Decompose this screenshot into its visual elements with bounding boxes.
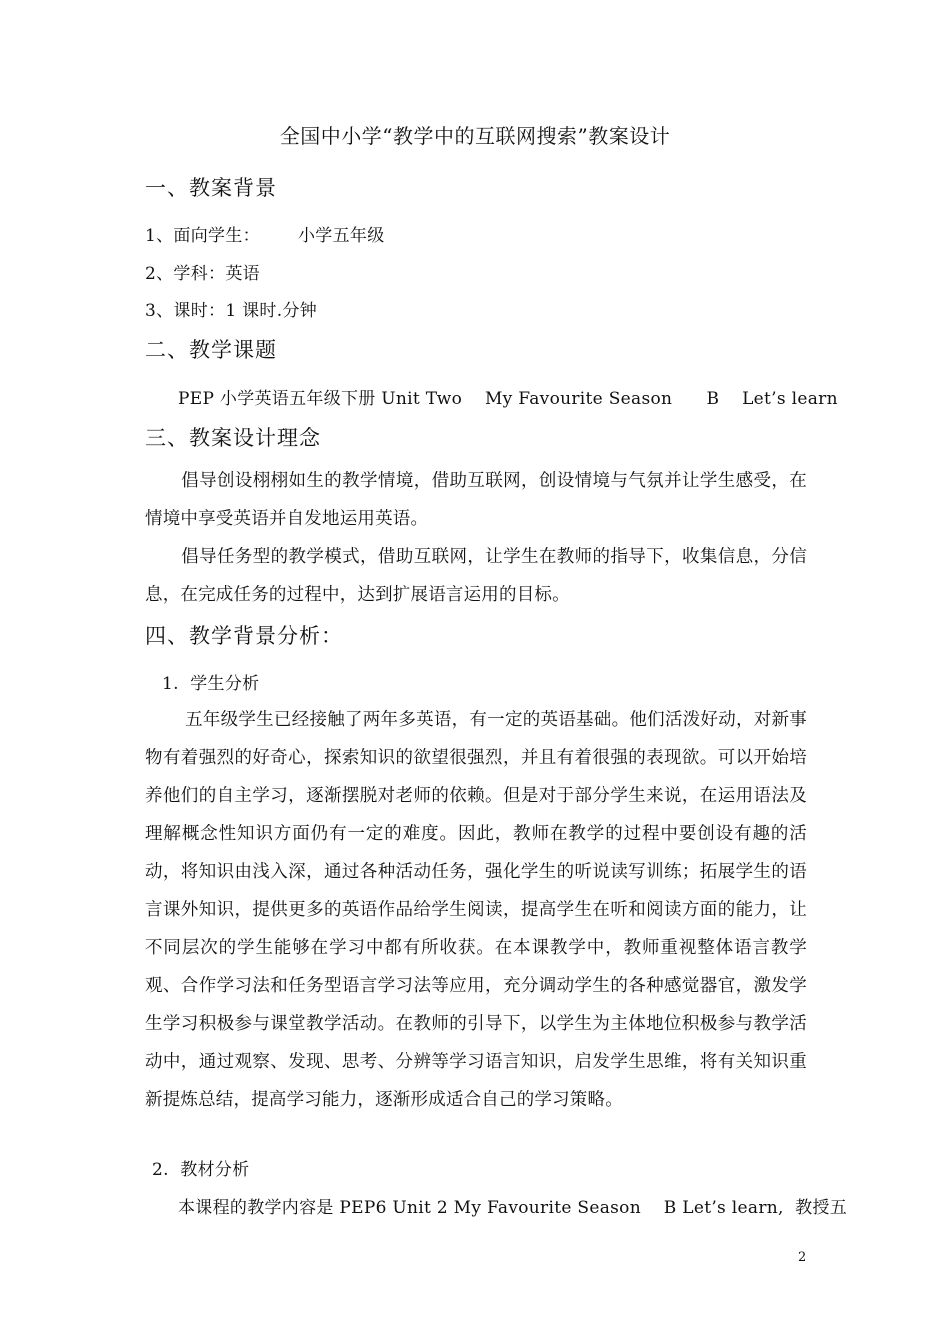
section-heading-background-analysis: 四、教学背景分析： xyxy=(145,624,343,648)
subsection-heading-material-analysis: 2. 教材分析 xyxy=(152,1160,250,1180)
material-analysis-paragraph: 本课程的教学内容是 PEP6 Unit 2 My Favourite Season B Let’s learn, 教授五 xyxy=(178,1198,848,1218)
lesson-topic: PEP 小学英语五年级下册 Unit Two My Favourite Season B Let’s learn xyxy=(178,389,838,409)
design-concept-paragraph-2-text: 倡导任务型的教学模式，借助互联网，让学生在教师的指导下，收集信息，分信息，在完成任务的过程中，达到扩展语言运用的目标。 xyxy=(145,547,807,605)
page-number: 2 xyxy=(798,1250,807,1265)
design-concept-paragraph-1-text: 倡导创设栩栩如生的教学情境，借助互联网，创设情境与气氛并让学生感受，在情境中享受英语并自发地运用英语。 xyxy=(145,471,807,529)
subject-line: 2、学科：英语 xyxy=(145,264,260,284)
target-students-label: 1、面向学生： xyxy=(145,226,260,246)
design-concept-paragraph-2 xyxy=(145,538,807,614)
subsection-heading-student-analysis: 1. 学生分析 xyxy=(162,674,260,694)
section-heading-topic: 二、教学课题 xyxy=(145,338,277,362)
document-title: 全国中小学“教学中的互联网搜索”教案设计 xyxy=(279,124,671,148)
section-heading-design-concept: 三、教案设计理念 xyxy=(145,426,321,450)
design-concept-paragraph-1 xyxy=(145,462,807,538)
student-analysis-paragraph xyxy=(145,701,807,1119)
student-analysis-paragraph-text: 五年级学生已经接触了两年多英语，有一定的英语基础。他们活泼好动，对新事物有着强烈的好奇心，探索知识的欲望很强烈，并且有着很强的表现欲。可以开始培养他们的自主学习，逐渐摆脱对老师的依赖。但是对于部分学生来说，在运用语法及理解概念性知识方面仍有一定的难度。因此，教师在教学的过程中要创设有趣的活动，将知识由浅入深，通过各种活动任务，强化学生的听说读写训练；拓展学生的语言课外知识，提供更多的英语作品给学生阅读，提高学生在听和阅读方面的能力，让不同层次的学生能够在学习中都有所收获。在本课教学中，教师重视整体语言教学观、合作学习法和任务型语言学习法等应用，充分调动学生的各种感觉器官，激发学生学习积极参与课堂教学活动。在教师的引导下，以学生为主体地位积极参与教学活动中，通过观察、发现、思考、分辨等学习语言知识，启发学生思维，将有关知识重新提炼总结，提高学习能力，逐渐形成适合自己的学习策略。 xyxy=(145,710,807,1110)
section-heading-background: 一、教案背景 xyxy=(145,176,277,200)
class-hours-line: 3、课时：1 课时.分钟 xyxy=(145,301,318,321)
target-students-value: 小学五年级 xyxy=(298,226,385,246)
